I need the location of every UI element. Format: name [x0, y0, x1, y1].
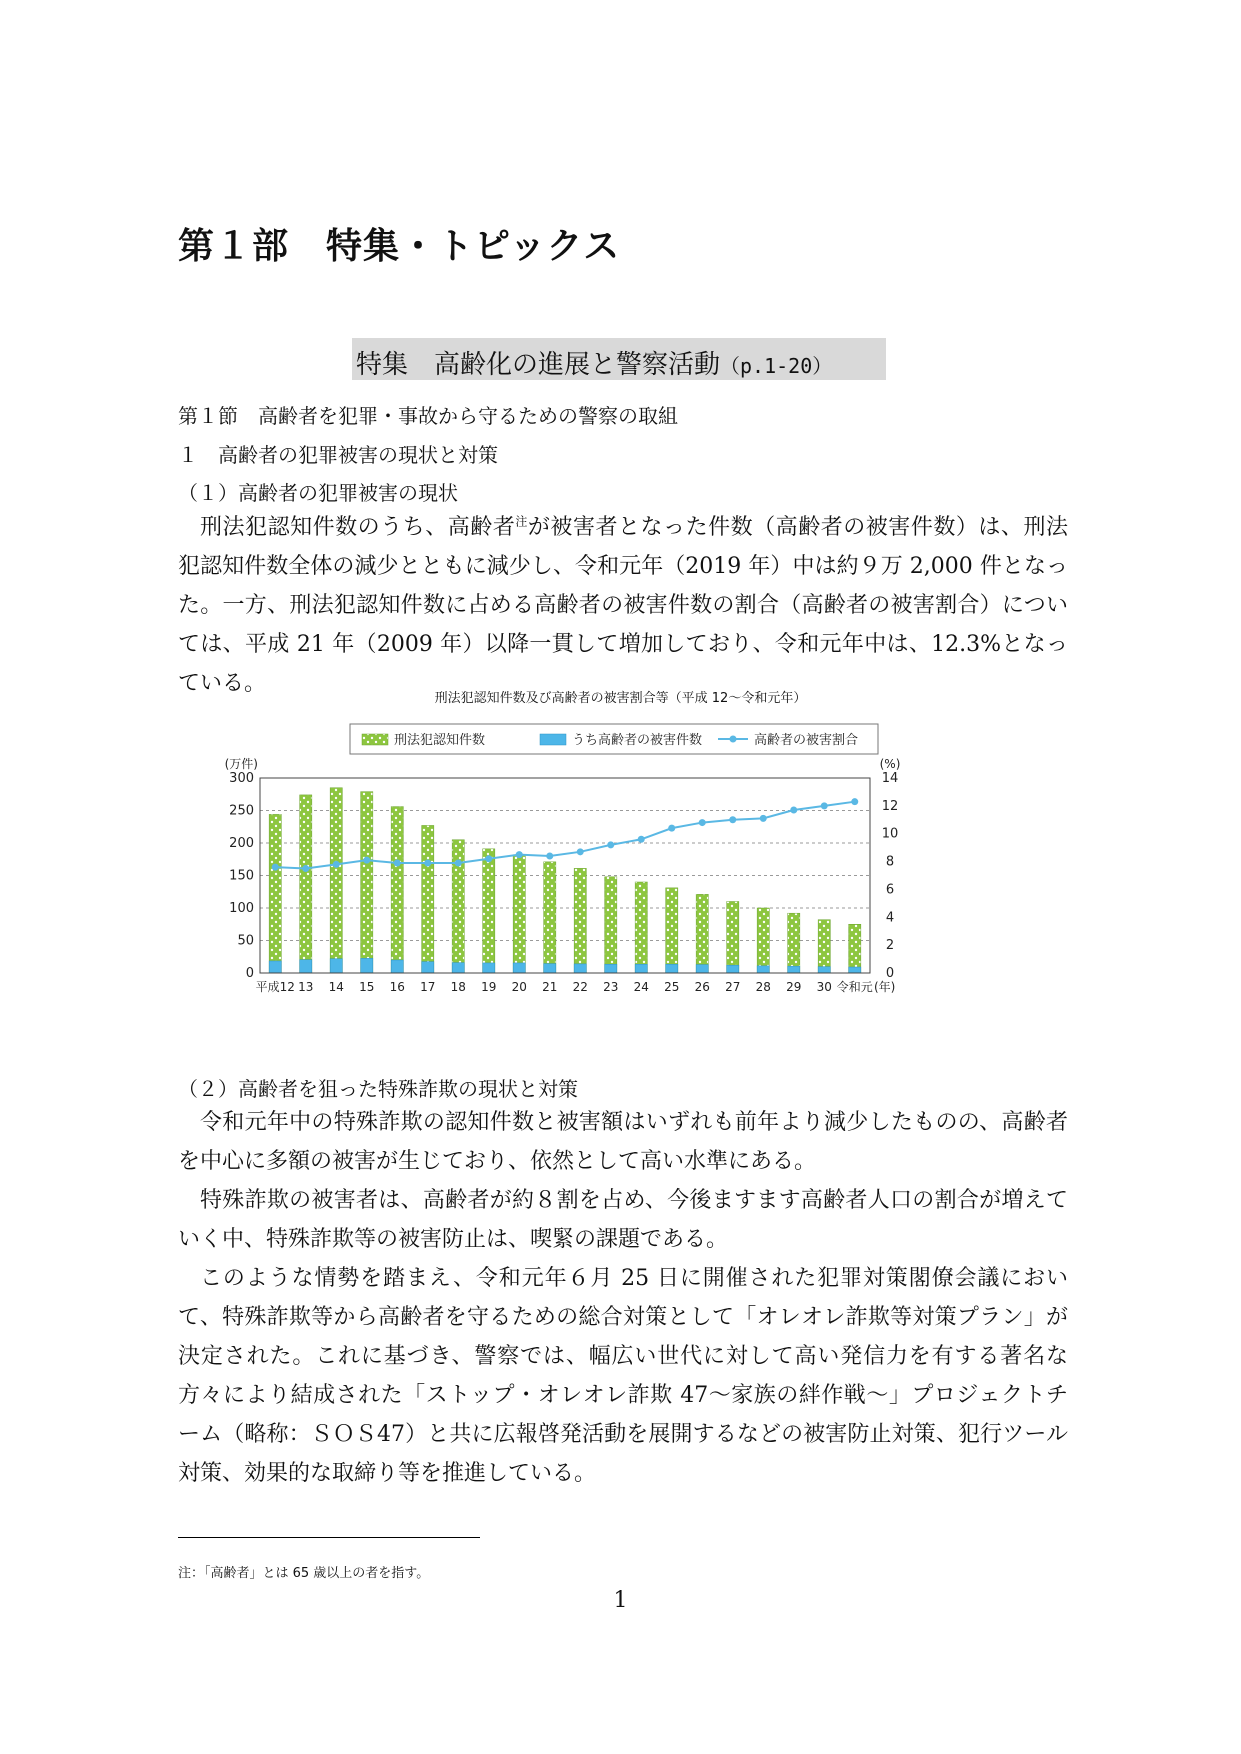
x-tick-label: 29 [786, 980, 802, 994]
bar-elderly [269, 961, 281, 973]
ratio-point [424, 859, 431, 866]
x-tick-label: 22 [572, 980, 588, 994]
item2-paragraph-2: 特殊詐欺の被害者は、高齢者が約８割を占め、今後ますます高齢者人口の割合が増えていく中、特殊詐欺等の被害防止は、喫緊の課題である。 [178, 1188, 1068, 1252]
item2-heading: （２）高齢者を狙った特殊詐欺の現状と対策 [178, 1077, 578, 1101]
y-left-tick-label: 200 [229, 836, 254, 851]
ratio-point [607, 841, 614, 848]
ratio-point [699, 819, 706, 826]
legend-label-total: 刑法犯認知件数 [394, 733, 486, 748]
x-tick-label: 23 [603, 980, 619, 994]
bar-elderly [422, 962, 434, 973]
x-tick-label: 25 [664, 980, 680, 994]
ratio-point [638, 836, 645, 843]
bar-elderly [544, 964, 556, 973]
bar-elderly [818, 967, 830, 973]
bar-elderly [300, 960, 312, 973]
x-tick-label: 26 [694, 980, 710, 994]
bar-total [300, 795, 312, 973]
ratio-point [729, 816, 736, 823]
y-right-tick-label: 10 [881, 826, 899, 842]
x-axis-unit: (年) [874, 980, 896, 994]
x-tick-label: 20 [511, 980, 527, 994]
bar-elderly [757, 966, 769, 973]
y-right-tick-label: 14 [881, 771, 899, 786]
y-right-tick-label: 4 [885, 910, 895, 926]
legend-swatch-elderly [540, 734, 566, 745]
item2-paragraph-3: このような情勢を踏まえ、令和元年６月 25 日に開催された犯罪対策閣僚会議において、特殊詐欺等から高齢者を守るための総合対策として「オレオレ詐欺等対策プラン」が決定された。これに基づき、警察では、幅広い世代に対して高い発信力を有する著名な方々により結成された「ストップ・オレオレ詐欺 47～家族の絆作戦～」プロジェクトチーム（略称：ＳＯＳ47）と共に広報啓発活動を展開するなどの被害防止対策、犯行ツール対策、効果的な取締り等を推進している。 [178, 1266, 1068, 1486]
bar-elderly [605, 964, 617, 973]
bar-elderly [574, 964, 586, 973]
bar-total [330, 788, 342, 973]
subsection-heading: １ 高齢者の犯罪被害の現状と対策 [178, 443, 498, 467]
bar-elderly [361, 958, 373, 973]
x-tick-label: 30 [816, 980, 832, 994]
y-left-unit: (万件) [224, 757, 258, 771]
bar-total [605, 877, 617, 973]
bar-total [391, 807, 403, 973]
bar-elderly [727, 965, 739, 973]
y-right-tick-label: 6 [885, 882, 895, 898]
footnote-marker: 注 [515, 514, 528, 529]
footnote: 注：「高齢者」とは 65 歳以上の者を指す。 [178, 1566, 430, 1581]
chart-svg [224, 708, 1020, 1008]
bar-total [544, 862, 556, 973]
y-left-tick-label: 50 [237, 933, 254, 949]
chart-title: 刑法犯認知件数及び高齢者の被害割合等（平成 12～令和元年） [434, 691, 807, 706]
item1-body [178, 508, 1068, 703]
x-tick-label: 21 [542, 980, 558, 994]
x-tick-label: 13 [298, 980, 314, 994]
ratio-point [760, 815, 767, 822]
item2-body [178, 1103, 1068, 1493]
item1-text-start: 刑法犯認知件数のうち、高齢者 [200, 515, 516, 540]
item1-text-rest: が被害者となった件数（高齢者の被害件数）は、刑法犯認知件数全体の減少とともに減少し、令和元年（2019 年）中は約９万 2,000 件となった。一方、刑法犯認知件数に占める高齢者の被害件数の割合（高齢者の被害割合）については、平成 21 年（2009 年）以降一貫して増加しており、令和元年中は、12.3%となっている。 [178, 515, 1068, 696]
bar-elderly [391, 960, 403, 973]
bar-total [513, 855, 525, 973]
bar-total [269, 814, 281, 973]
y-right-tick-label: 8 [885, 854, 895, 870]
y-left-tick-label: 100 [229, 901, 254, 916]
bar-elderly [513, 963, 525, 973]
x-tick-label: 令和元 [836, 980, 873, 994]
bar-elderly [330, 959, 342, 973]
ratio-point [455, 859, 462, 866]
item1-heading: （１）高齢者の犯罪被害の現状 [178, 481, 458, 505]
ratio-point [790, 807, 797, 814]
page-number: 1 [613, 1588, 628, 1613]
bar-total [727, 902, 739, 974]
ratio-point [577, 848, 584, 855]
x-tick-label: 28 [755, 980, 771, 994]
ratio-point [821, 802, 828, 809]
bar-elderly [635, 964, 647, 973]
bar-total [635, 882, 647, 973]
ratio-point [485, 855, 492, 862]
ratio-point [546, 853, 553, 860]
legend-label-ratio: 高齢者の被害割合 [754, 733, 859, 748]
y-right-tick-label: 12 [881, 798, 899, 814]
bar-elderly [483, 963, 495, 973]
ratio-point [851, 798, 858, 805]
bar-total [849, 924, 861, 973]
x-tick-label: 27 [725, 980, 741, 994]
x-tick-label: 18 [450, 980, 466, 994]
chart [224, 708, 1020, 1008]
x-tick-label: 24 [633, 980, 649, 994]
bar-total [574, 868, 586, 973]
y-left-tick-label: 250 [229, 803, 254, 819]
item2-paragraph-1: 令和元年中の特殊詐欺の認知件数と被害額はいずれも前年より減少したものの、高齢者を中心に多額の被害が生じており、依然として高い水準にある。 [178, 1110, 1068, 1174]
bar-total [422, 825, 434, 973]
ratio-point [516, 851, 523, 858]
y-right-tick-label: 0 [885, 966, 895, 981]
footnote-divider [178, 1537, 480, 1538]
bar-total [361, 792, 373, 973]
feature-title [356, 344, 832, 381]
bar-elderly [788, 966, 800, 973]
bar-elderly [696, 965, 708, 973]
ratio-point [272, 864, 279, 871]
ratio-point [668, 825, 675, 832]
ratio-point [302, 865, 309, 872]
bar-total [666, 888, 678, 973]
feature-title-text: 特集 高齢化の進展と警察活動 [356, 350, 721, 380]
x-tick-label: 16 [389, 980, 405, 994]
legend-swatch-total [362, 734, 388, 745]
feature-page-range: （p.1-20） [720, 354, 833, 378]
bar-elderly [666, 964, 678, 973]
bar-total [818, 920, 830, 973]
legend-swatch-ratio-point [730, 736, 737, 743]
x-tick-label: 14 [328, 980, 344, 994]
y-right-unit: (%) [879, 757, 901, 771]
y-left-tick-label: 300 [229, 771, 254, 786]
ratio-point [333, 861, 340, 868]
y-right-tick-label: 2 [885, 938, 895, 954]
x-tick-label: 19 [481, 980, 497, 994]
bar-total [757, 908, 769, 973]
y-left-tick-label: 150 [229, 868, 254, 884]
section-heading: 第１節 高齢者を犯罪・事故から守るための警察の取組 [178, 404, 678, 428]
x-tick-label: 15 [359, 980, 375, 994]
bar-total [788, 913, 800, 973]
legend-label-elderly: うち高齢者の被害件数 [572, 733, 703, 748]
bar-total [483, 849, 495, 973]
x-tick-label: 平成12 [255, 980, 295, 994]
ratio-point [363, 857, 370, 864]
item1-paragraph [178, 508, 1068, 703]
bar-elderly [849, 967, 861, 973]
y-left-tick-label: 0 [245, 966, 254, 981]
x-tick-label: 17 [420, 980, 436, 994]
bar-elderly [452, 963, 464, 973]
ratio-point [394, 859, 401, 866]
part-title: 第１部 特集・トピックス [178, 226, 621, 267]
bar-total [696, 894, 708, 973]
